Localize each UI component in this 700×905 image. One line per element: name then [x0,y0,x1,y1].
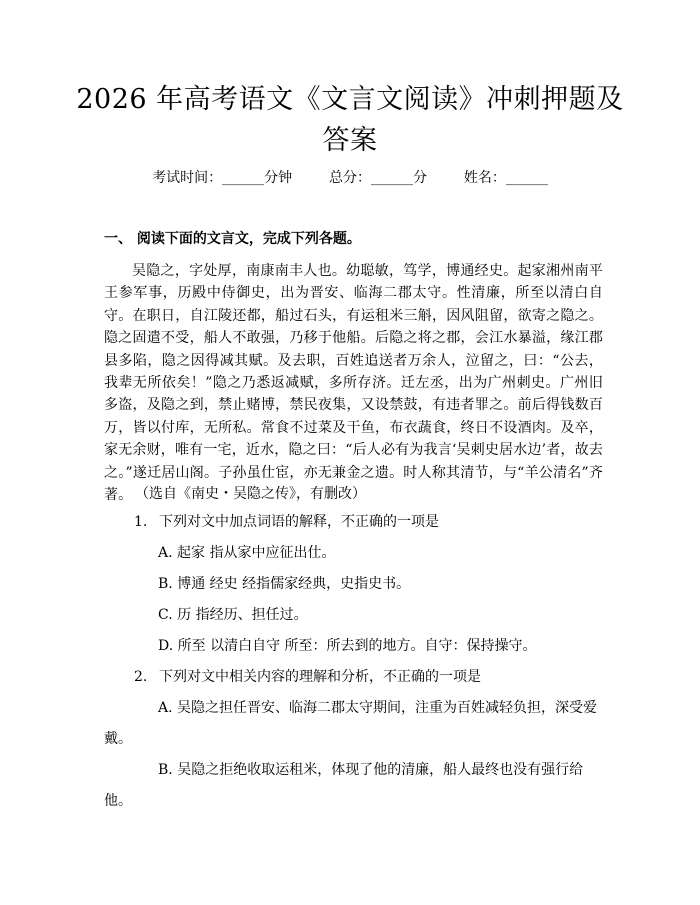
question-1-option-a: A. 起家 指从家中应征出仕。 [158,545,336,561]
question-1 [134,512,439,532]
question-stem: 下列对文中相关内容的理解和分析，不正确的一项是 [159,669,481,685]
question-1-option-b: B. 博通 经史 经指儒家经典，史指史书。 [158,576,411,592]
question-number: 1. [134,514,148,530]
question-stem: 下列对文中加点词语的解释，不正确的一项是 [159,514,439,530]
exam-time-field: 考试时间：______分钟 [152,170,293,186]
passage-source: （选自《南史・吴隐之传》，有删改） [135,486,366,502]
student-name-field: 姓名：______ [463,170,548,186]
question-2-option-b: B. 吴隐之拒绝收取运租米，体现了他的清廉，船人最终也没有强行给他。 [104,762,584,809]
exam-meta [0,168,700,188]
question-2-option-a: A. 吴隐之担任晋安、临海二郡太守期间，注重为百姓减轻负担，深受爱戴。 [104,700,598,747]
title-line-2: 答案 [322,125,378,156]
classical-passage: 吴隐之，字处厚，南康南丰人也。幼聪敏，笃学，博通经史。起家湘州南平王参军事，历殿中侍御史，出为晋安、临海二郡太守。性清廉，所至以清白自守。在职日，自江陵还都，船过石头，有运租米三斛，因风阻留，欲寄之隐之。隐之固遣不受，船人不敢强，乃移于他船。后隐之将之郡，会江水暴溢，缘江郡县多陷，隐之因得减其赋。及去职，百姓追送者万余人，泣留之，曰：“公去，我辈无所依矣！”隐之乃悉返减赋，多所存济。迁左丞，出为广州刺史。广州旧多盗，及隐之到，禁止赌博，禁民夜集，又设禁鼓，有违者罪之。前后得钱数百万，皆以付库，无所私。常食不过菜及干鱼，布衣蔬食，终日不设酒肉。及卒，家无余财，唯有一宅，近水，隐之曰：“后人必有为我言‘吴刺史居水边’者，故去之。”遂迁居山阁。子孙虽仕宦，亦无兼金之遗。时人称其清节，与“羊公清名”齐著。 [104,263,603,504]
title-line-1: 2026 年高考语文《文言文阅读》冲刺押题及 [76,84,624,115]
section-heading: 一、 阅读下面的文言文，完成下列各题。 [104,231,361,247]
question-1-option-d: D. 所至 以清白自守 所至：所去到的地方。自守：保持操守。 [158,638,537,654]
total-score-field: 总分：______分 [329,170,427,186]
question-number: 2. [134,669,148,685]
question-1-option-c: C. 历 指经历、担任过。 [158,607,308,623]
question-2 [134,667,481,687]
